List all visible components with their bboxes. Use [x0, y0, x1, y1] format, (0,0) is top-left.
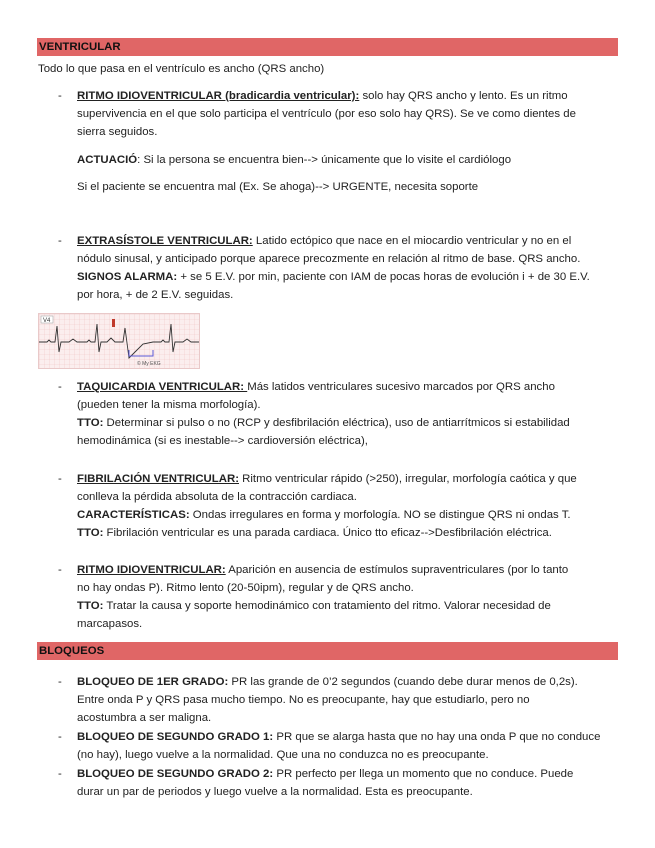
tto-line	[77, 597, 551, 615]
tto-line	[77, 414, 570, 432]
item-title: EXTRASÍSTOLE VENTRICULAR:	[77, 235, 253, 247]
bullet-dash: -	[58, 381, 62, 393]
bullet-dash: -	[58, 235, 62, 247]
section-header-ventricular: VENTRICULAR	[37, 38, 618, 56]
label: TTO:	[77, 417, 104, 429]
taquicardia-ventricular	[77, 378, 555, 396]
item-text: sierra seguidos.	[77, 126, 158, 138]
item-text: nódulo sinusal, y anticipado porque aparece precozmente en relación al ritmo de base. QRS ancho.	[77, 253, 581, 265]
bullet-dash: -	[58, 676, 62, 688]
actuacion-line	[77, 151, 511, 169]
caracteristicas-line	[77, 506, 571, 524]
bloqueo-1er-grado	[77, 673, 578, 691]
mal-line: Si el paciente se encuentra mal (Ex. Se ahoga)--> URGENTE, necesita soporte	[77, 181, 479, 193]
signos-alarma-line	[77, 268, 590, 286]
ekg-credit: © My EKG	[137, 361, 161, 367]
item-text: PR perfecto per llega un momento que no conduce. Puede	[273, 768, 574, 780]
ekg-strip-image	[38, 313, 200, 369]
item-title: BLOQUEO DE 1ER GRADO:	[77, 676, 229, 688]
fibrilacion-ventricular	[77, 470, 577, 488]
item-text: Entre onda P y QRS pasa mucho tiempo. No es preocupante, hay que estudiarlo, pero no	[77, 694, 530, 706]
bullet-dash: -	[58, 90, 62, 102]
bullet-dash: -	[58, 564, 62, 576]
item-text: (pueden tener la misma morfología).	[77, 399, 261, 411]
ekg-lead-label: V4	[43, 318, 51, 324]
bloqueo-segundo-grado-1	[77, 728, 600, 746]
item-text: hemodinámica (si es inestable--> cardioversión eléctrica),	[77, 435, 368, 447]
item-text: solo hay QRS ancho y lento. Es un ritmo	[359, 90, 568, 102]
label: TTO:	[77, 527, 104, 539]
item-text: acostumbra a ser maligna.	[77, 712, 212, 724]
item-text: : Si la persona se encuentra bien--> únicamente que lo visite el cardiólogo	[137, 154, 512, 166]
item-text: Fibrilación ventricular es una parada cardiaca. Único tto eficaz-->Desfibrilación eléctrica.	[103, 527, 552, 539]
ekg-trace-graphic	[39, 314, 199, 368]
bullet-dash: -	[58, 473, 62, 485]
item-text: Más latidos ventriculares sucesivo marcados por QRS ancho	[247, 381, 555, 393]
item-text: (no hay), luego vuelve a la normalidad. Que una no conduzca no es preocupante.	[77, 749, 489, 761]
item-text: Latido ectópico que nace en el miocardio ventricular y no en el	[252, 235, 572, 247]
item-text: Ondas irregulares en forma y morfología. NO se distingue QRS ni ondas T.	[189, 509, 571, 521]
item-text: Ritmo ventricular rápido (>250), irregular, morfología caótica y que	[239, 473, 577, 485]
label: CARACTERÍSTICAS:	[77, 509, 190, 521]
item-title: RITMO IDIOVENTRICULAR:	[77, 564, 226, 576]
bullet-dash: -	[58, 768, 62, 780]
item-text: por hora, + de 2 E.V. seguidas.	[77, 289, 234, 301]
item-text: marcapasos.	[77, 618, 143, 630]
item-text: + se 5 E.V. por min, paciente con IAM de pocas horas de evolución i + de 30 E.V.	[177, 271, 590, 283]
item-text: Determinar si pulso o no (RCP y desfibrilación eléctrica), uso de antiarrítmicos si estabilidad	[103, 417, 570, 429]
label: ACTUACIÓ	[77, 154, 138, 166]
ritmo-idioventricular-bradi	[77, 87, 568, 105]
item-text: Tratar la causa y soporte hemodinámico con tratamiento del ritmo. Valorar necesidad de	[103, 600, 551, 612]
item-text: PR que se alarga hasta que no hay una onda P que no conduce	[273, 731, 601, 743]
label: TTO:	[77, 600, 104, 612]
item-title: RITMO IDIOVENTRICULAR (bradicardia ventricular):	[77, 90, 360, 102]
extrasistole-ventricular	[77, 232, 571, 250]
tto-line	[77, 524, 552, 542]
bloqueo-segundo-grado-2	[77, 765, 573, 783]
bullet-dash: -	[58, 731, 62, 743]
ritmo-idioventricular	[77, 561, 568, 579]
item-title: BLOQUEO DE SEGUNDO GRADO 1:	[77, 731, 274, 743]
label: SIGNOS ALARMA:	[77, 271, 178, 283]
item-text: durar un par de periodos y luego vuelve a la normalidad. Esta es preocupante.	[77, 786, 473, 798]
item-text: no hay ondas P). Ritmo lento (20-50ipm), regular y de QRS ancho.	[77, 582, 414, 594]
item-text: supervivencia en el que solo participa el ventrículo (por eso solo hay QRS). Se ve como dientes de	[77, 108, 576, 120]
item-text: PR las grande de 0’2 segundos (cuando debe durar menos de 0,2s).	[228, 676, 578, 688]
item-text: Aparición en ausencia de estímulos supraventriculares (por lo tanto	[225, 564, 569, 576]
section-header-bloqueos: BLOQUEOS	[37, 642, 618, 660]
item-title: BLOQUEO DE SEGUNDO GRADO 2:	[77, 768, 274, 780]
item-title: FIBRILACIÓN VENTRICULAR:	[77, 473, 239, 485]
intro-text: Todo lo que pasa en el ventrículo es ancho (QRS ancho)	[38, 63, 325, 75]
item-text: conlleva la pérdida absoluta de la contracción cardiaca.	[77, 491, 357, 503]
item-title: TAQUICARDIA VENTRICULAR:	[77, 381, 248, 393]
